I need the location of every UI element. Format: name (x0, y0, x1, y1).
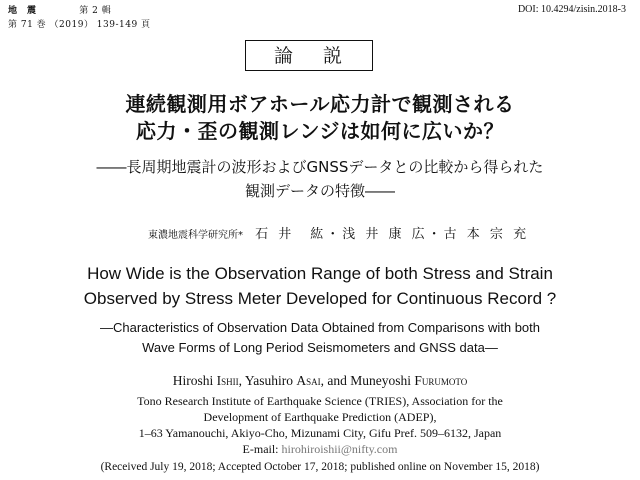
author1-family: Ishii (216, 373, 239, 388)
journal-name: 地 震 (8, 6, 37, 16)
title-ja-line1: 連続観測用ボアホール応力計で観測される (125, 92, 515, 116)
author3-family: Furumoto (414, 373, 468, 388)
author-names-en (0, 373, 640, 389)
title-en-line2: Observed by Stress Meter Developed for Continuous Record ? (83, 289, 557, 308)
article-type-label: 論説 (245, 40, 373, 71)
author2-given: Yasuhiro (244, 373, 297, 388)
email-label: E-mail: (242, 442, 282, 456)
subtitle-ja-line2: 観測データの特徴―― (244, 182, 395, 200)
affiliation-ja: 東濃地震科学研究所* (148, 230, 243, 241)
email-link[interactable]: hirohiroishii@nifty.com (281, 442, 398, 456)
subtitle-en-line2: Wave Forms of Long Period Seismometers and GNSS data― (142, 340, 498, 355)
authors-ja (148, 223, 529, 242)
subtitle-en-line1: ―Characteristics of Observation Data Obtained from Comparisons with both (99, 320, 541, 335)
author2-family: Asai (296, 373, 321, 388)
author3-given: Muneyoshi (350, 373, 415, 388)
title-en-line1: How Wide is the Observation Range of both Stress and Strain (87, 264, 553, 283)
author-names-ja: 石 井 紘・浅 井 康 広・古 本 宗 充 (255, 227, 530, 242)
affiliation-en-line1: Tono Research Institute of Earthquake Science (TRIES), Association for the (137, 394, 503, 408)
subtitle-ja-line1: ――長周期地震計の波形およびGNSSデータとの比較から得られた (96, 158, 544, 176)
doi-link[interactable]: DOI: 10.4294/zisin.2018-3 (517, 4, 626, 15)
email-line (0, 442, 640, 457)
affiliation-en-line3: 1–63 Yamanouchi, Akiyo-Cho, Mizunami City, Gifu Pref. 509–6132, Japan (138, 426, 502, 440)
author-sep1: , (238, 373, 245, 388)
journal-name-line (8, 3, 111, 16)
affiliation-en-line2: Development of Earthquake Prediction (ADEP), (203, 410, 437, 424)
title-ja-line2: 応力・歪の観測レンジは如何に広いか？ (136, 119, 504, 143)
publication-dates: (Received July 19, 2018; Accepted October 17, 2018; published online on November 15, 2018) (100, 461, 540, 473)
journal-series: 第 2 輯 (79, 6, 112, 16)
author1-given: Hiroshi (172, 373, 217, 388)
author-sep2: , and (320, 373, 351, 388)
journal-volume: 第 71 巻 （2019） 139-149 頁 (8, 20, 151, 30)
